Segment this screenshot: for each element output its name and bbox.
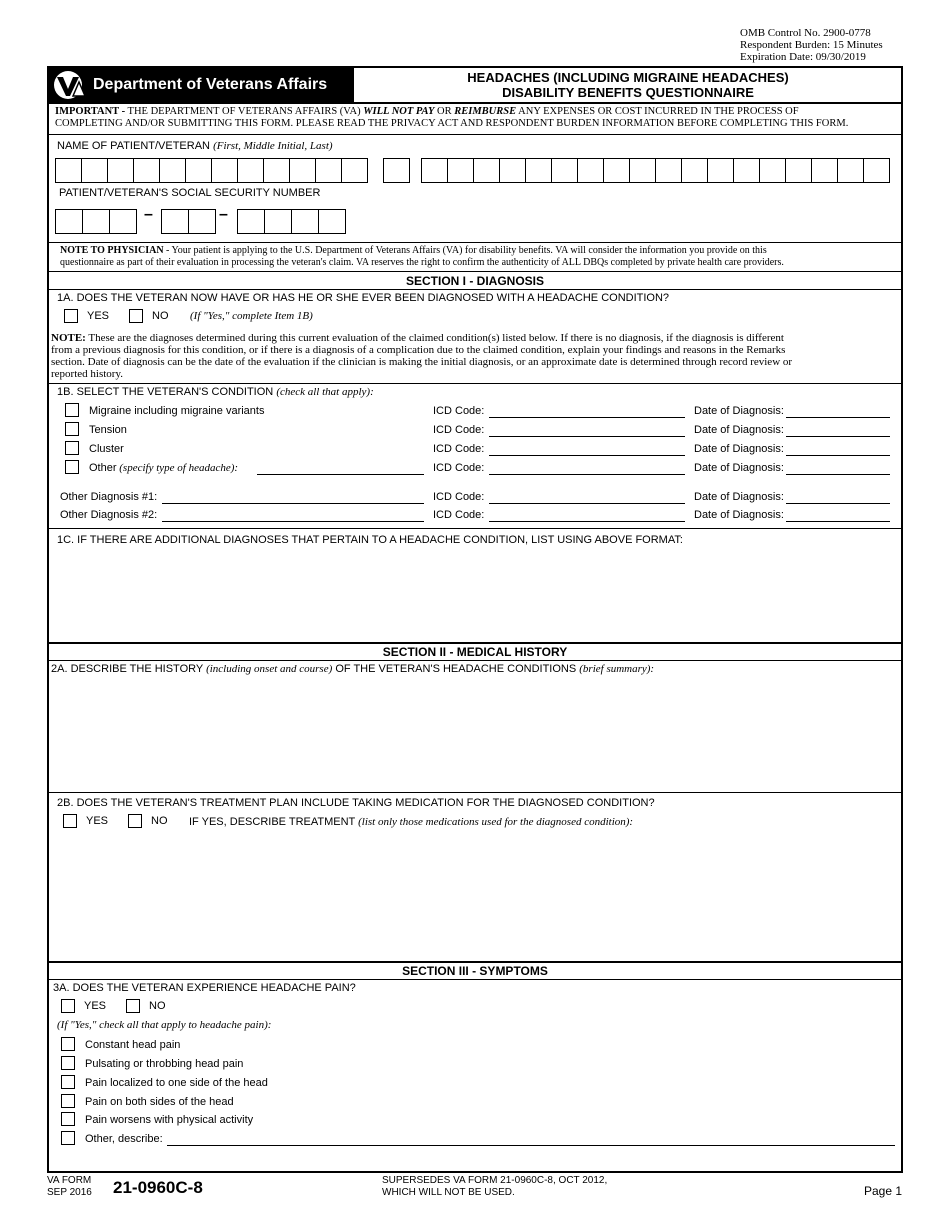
name-char-cell[interactable]: [81, 158, 108, 183]
symptom-label: Pain on both sides of the head: [85, 1096, 234, 1108]
ssn-digit-cell[interactable]: [161, 209, 189, 234]
condition-checkbox[interactable]: [65, 460, 79, 474]
q1a-yes-label: YES: [87, 310, 110, 322]
q3a-hint: (If "Yes," check all that apply to headache pain):: [57, 1019, 272, 1031]
important-notice: IMPORTANT - THE DEPARTMENT OF VETERANS AFFAIRS (VA) WILL NOT PAY OR REIMBURSE ANY EXPENSES OR COST INCURRED IN THE PROCESS OF COMPLETING AND/OR SUBMITTING THIS FORM. PLEASE READ THE PRIVACY ACT AND RESPONDENT BURDEN INFORMATION BEFORE COMPLETING THIS FORM.: [55, 106, 895, 130]
ssn-dash: –: [219, 206, 228, 223]
date-label: Date of Diagnosis:: [694, 491, 784, 503]
ssn-digit-cell[interactable]: [237, 209, 265, 234]
symptom-checkbox[interactable]: [61, 1075, 75, 1089]
ssn-digit-cell[interactable]: [264, 209, 292, 234]
symptom-checkbox[interactable]: [61, 1131, 75, 1145]
agency-banner: [49, 68, 353, 102]
date-label: Date of Diagnosis:: [694, 462, 784, 474]
icd-field[interactable]: [489, 503, 685, 504]
symptom-label: Pain worsens with physical activity: [85, 1114, 254, 1126]
ssn-digit-cell[interactable]: [55, 209, 83, 234]
page-number: Page 1: [864, 1184, 903, 1198]
symptom-checkbox[interactable]: [61, 1094, 75, 1108]
section1-note: NOTE: These are the diagnoses determined during this current evaluation of the claimed condition(s) listed below. If there is no diagnosis, if the diagnosis is different from a previous diagnosis for this condition, or if there is a diagnosis of a complication due to the claimed condition, explain your findings and reasons in the Remarks section. Date of diagnosis can be the date of the evaluation if the clinician is making the initial diagnosis, or an approximate date is determined through record review or reported history.: [51, 332, 793, 380]
icd-label: ICD Code:: [433, 491, 485, 503]
ssn-label: PATIENT/VETERAN'S SOCIAL SECURITY NUMBER: [59, 187, 321, 199]
q3a-no-label: NO: [149, 1000, 166, 1012]
q2b-text: 2B. DOES THE VETERAN'S TREATMENT PLAN INCLUDE TAKING MEDICATION FOR THE DIAGNOSED CONDITION?: [57, 797, 655, 809]
footer-form-label: [47, 1175, 92, 1199]
name-char-cell[interactable]: [629, 158, 656, 183]
name-char-cell[interactable]: [785, 158, 812, 183]
q1a-text: 1A. DOES THE VETERAN NOW HAVE OR HAS HE OR SHE EVER BEEN DIAGNOSED WITH A HEADACHE CONDITION?: [57, 292, 670, 304]
name-char-cell[interactable]: [341, 158, 368, 183]
expiration-date: Expiration Date: 09/30/2019: [740, 51, 866, 63]
form-date: SEP 2016: [47, 1187, 92, 1198]
other-dx1-label: Other Diagnosis #1:: [60, 491, 158, 503]
name-char-cell[interactable]: [577, 158, 604, 183]
physician-note: NOTE TO PHYSICIAN - Your patient is applying to the U.S. Department of Veterans Affairs (VA) for disability benefits. VA will consider the information you provide on this questionnaire as part of their evaluation in processing the veteran's claim. VA reserves the right to confirm the authenticity of ALL DBQs completed by private health care providers.: [60, 245, 784, 268]
symptom-label: Constant head pain: [85, 1039, 181, 1051]
date-label: Date of Diagnosis:: [694, 443, 784, 455]
condition-checkbox[interactable]: [65, 403, 79, 417]
condition-label: Other (specify type of headache):: [89, 462, 239, 474]
date-field[interactable]: [786, 474, 890, 475]
name-char-cell[interactable]: [499, 158, 526, 183]
va-form-label: VA FORM: [47, 1175, 92, 1186]
q1a-yes-checkbox[interactable]: [64, 309, 78, 323]
name-char-cell[interactable]: [421, 158, 448, 183]
q1c-textarea[interactable]: [53, 550, 899, 640]
agency-name: Department of Veterans Affairs: [93, 76, 328, 93]
name-char-cell[interactable]: [707, 158, 734, 183]
q3a-yes-checkbox[interactable]: [61, 999, 75, 1013]
title-line1: HEADACHES (INCLUDING MIGRAINE HEADACHES): [467, 70, 789, 85]
name-char-cell[interactable]: [133, 158, 160, 183]
q1a-no-checkbox[interactable]: [129, 309, 143, 323]
date-field[interactable]: [786, 521, 890, 522]
title-line2: DISABILITY BENEFITS QUESTIONNAIRE: [502, 85, 754, 100]
other-dx2-label: Other Diagnosis #2:: [60, 509, 158, 521]
symptom-label: Pulsating or throbbing head pain: [85, 1058, 244, 1070]
name-char-cell[interactable]: [759, 158, 786, 183]
icd-field[interactable]: [489, 455, 685, 456]
q2b-no-checkbox[interactable]: [128, 814, 142, 828]
q1c-text: 1C. IF THERE ARE ADDITIONAL DIAGNOSES THAT PERTAIN TO A HEADACHE CONDITION, LIST USING ABOVE FORMAT:: [57, 534, 683, 546]
date-field[interactable]: [786, 436, 890, 437]
name-char-cell[interactable]: [863, 158, 890, 183]
omb-control: OMB Control No. 2900-0778: [740, 27, 871, 39]
name-char-cell[interactable]: [447, 158, 474, 183]
important-line2: COMPLETING AND/OR SUBMITTING THIS FORM. PLEASE READ THE PRIVACY ACT AND RESPONDENT BURDEN INFORMATION BEFORE COMPLETING THIS FORM.: [55, 118, 849, 129]
symptom-checkbox[interactable]: [61, 1112, 75, 1126]
icd-field[interactable]: [489, 474, 685, 475]
name-char-cell[interactable]: [655, 158, 682, 183]
section3-heading: SECTION III - SYMPTOMS: [402, 964, 548, 978]
ssn-digit-cell[interactable]: [82, 209, 110, 234]
condition-checkbox[interactable]: [65, 441, 79, 455]
q2b-no-label: NO: [151, 815, 168, 827]
date-field[interactable]: [786, 417, 890, 418]
symptom-checkbox[interactable]: [61, 1037, 75, 1051]
icd-label: ICD Code:: [433, 462, 485, 474]
other-dx1-field[interactable]: [162, 503, 424, 504]
condition-checkbox[interactable]: [65, 422, 79, 436]
name-char-cell[interactable]: [159, 158, 186, 183]
other-specify-field[interactable]: [257, 474, 424, 475]
q3a-text: 3A. DOES THE VETERAN EXPERIENCE HEADACHE PAIN?: [53, 982, 356, 994]
q2a-text: 2A. DESCRIBE THE HISTORY (including onset and course) OF THE VETERAN'S HEADACHE CONDITIONS (brief summary):: [51, 663, 655, 675]
date-label: Date of Diagnosis:: [694, 405, 784, 417]
icd-label: ICD Code:: [433, 405, 485, 417]
symptom-checkbox[interactable]: [61, 1056, 75, 1070]
name-char-cell[interactable]: [551, 158, 578, 183]
symptom-label: Other, describe:: [85, 1133, 163, 1145]
other-describe-field[interactable]: [167, 1145, 895, 1146]
name-char-cell[interactable]: [237, 158, 264, 183]
name-char-cell[interactable]: [525, 158, 552, 183]
name-char-cell[interactable]: [211, 158, 238, 183]
ssn-dash: –: [144, 206, 153, 223]
supersedes-note: SUPERSEDES VA FORM 21-0960C-8, OCT 2012, WHICH WILL NOT BE USED.: [382, 1175, 608, 1198]
q2a-textarea[interactable]: [53, 678, 899, 788]
condition-label: Tension: [89, 424, 127, 436]
date-label: Date of Diagnosis:: [694, 509, 784, 521]
section2-heading: SECTION II - MEDICAL HISTORY: [382, 645, 568, 659]
ssn-digit-cell[interactable]: [109, 209, 137, 234]
middle-initial-cell[interactable]: [383, 158, 410, 183]
date-field[interactable]: [786, 455, 890, 456]
q1a-hint: (If "Yes," complete Item 1B): [190, 310, 313, 322]
name-char-cell[interactable]: [811, 158, 838, 183]
name-char-cell[interactable]: [837, 158, 864, 183]
respondent-burden: Respondent Burden: 15 Minutes: [740, 39, 883, 51]
name-char-cell[interactable]: [473, 158, 500, 183]
name-char-cell[interactable]: [185, 158, 212, 183]
name-char-cell[interactable]: [315, 158, 342, 183]
form-number: 21-0960C-8: [113, 1178, 203, 1197]
name-label: NAME OF PATIENT/VETERAN (First, Middle Initial, Last): [57, 140, 333, 152]
q1a-no-label: NO: [152, 310, 169, 322]
va-seal-icon: [53, 70, 89, 100]
name-char-cell[interactable]: [681, 158, 708, 183]
date-label: Date of Diagnosis:: [694, 424, 784, 436]
date-field[interactable]: [786, 503, 890, 504]
name-char-cell[interactable]: [289, 158, 316, 183]
ssn-digit-cell[interactable]: [291, 209, 319, 234]
ssn-digit-cell[interactable]: [188, 209, 216, 234]
q2b-textarea[interactable]: [53, 832, 899, 956]
name-char-cell[interactable]: [107, 158, 134, 183]
q2b-ifyes: IF YES, DESCRIBE TREATMENT (list only those medications used for the diagnosed condition):: [189, 816, 634, 828]
form-title: [353, 68, 903, 102]
q3a-no-checkbox[interactable]: [126, 999, 140, 1013]
q2b-yes-label: YES: [86, 815, 109, 827]
q3a-yes-label: YES: [84, 1000, 107, 1012]
name-char-cell[interactable]: [733, 158, 760, 183]
icd-label: ICD Code:: [433, 509, 485, 521]
name-char-cell[interactable]: [603, 158, 630, 183]
other-dx2-field[interactable]: [162, 521, 424, 522]
icd-label: ICD Code:: [433, 443, 485, 455]
q1b-text: 1B. SELECT THE VETERAN'S CONDITION (check all that apply):: [57, 386, 374, 398]
name-char-cell[interactable]: [55, 158, 82, 183]
icd-field[interactable]: [489, 417, 685, 418]
icd-field[interactable]: [489, 436, 685, 437]
ssn-digit-cell[interactable]: [318, 209, 346, 234]
symptom-label: Pain localized to one side of the head: [85, 1077, 268, 1089]
omb-info: [740, 27, 883, 63]
icd-field[interactable]: [489, 521, 685, 522]
name-char-cell[interactable]: [263, 158, 290, 183]
q2b-yes-checkbox[interactable]: [63, 814, 77, 828]
section1-heading: SECTION I - DIAGNOSIS: [405, 274, 544, 288]
form-body: [47, 66, 903, 1173]
condition-label: Cluster: [89, 443, 124, 455]
icd-label: ICD Code:: [433, 424, 485, 436]
condition-label: Migraine including migraine variants: [89, 405, 265, 417]
